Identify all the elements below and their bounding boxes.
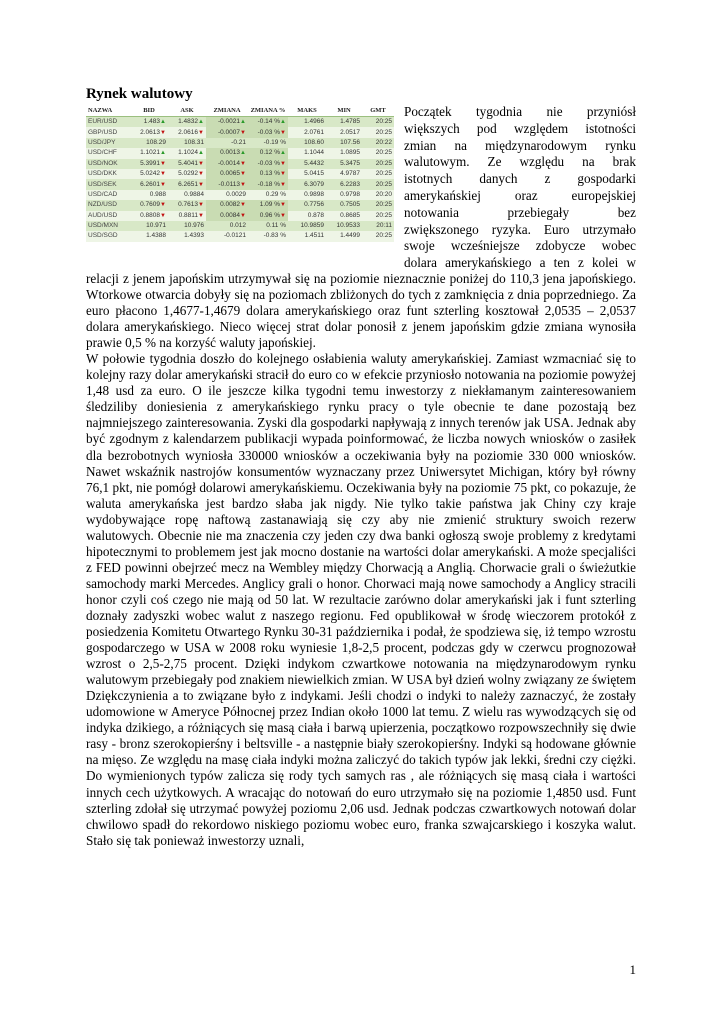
table-row: [86, 159, 394, 169]
gmt-time-cell: [362, 169, 394, 179]
change-percent-cell: [248, 127, 288, 137]
column-header: ZMIANA %: [248, 106, 288, 117]
change-percent: 0.29 %: [265, 190, 286, 198]
change-percent-cell: [248, 200, 288, 210]
max-value: 5.4432: [304, 159, 324, 167]
gmt-time: 20:25: [375, 128, 392, 136]
arrow-up-icon: ▲: [198, 119, 204, 126]
intro-line: zmian na międzynarodowym rynku: [404, 137, 636, 153]
max-value-cell: [288, 231, 326, 241]
currency-pair-cell: [86, 169, 130, 179]
change-value-cell: [206, 211, 248, 221]
ask-value-cell: [168, 117, 206, 128]
column-header: MIN: [326, 106, 362, 117]
arrow-down-icon: ▼: [240, 171, 246, 178]
min-value-cell: [326, 200, 362, 210]
gmt-time: 20:25: [375, 201, 392, 209]
min-value-cell: [326, 169, 362, 179]
intro-line: Początek tygodnia nie przyniósł: [404, 104, 636, 119]
arrow-down-icon: ▼: [280, 181, 286, 188]
change-value: -0.0007: [217, 128, 240, 136]
gmt-time: 20:25: [375, 180, 392, 188]
intro-line: walutowym. Ze względu na brak: [404, 154, 636, 170]
max-value: 108.60: [304, 138, 324, 146]
bid-value: 0.7609: [140, 201, 160, 209]
min-value-cell: [326, 117, 362, 128]
ask-value-cell: [168, 200, 206, 210]
change-value-cell: [206, 221, 248, 231]
bid-value-cell: [130, 221, 168, 231]
min-value-cell: [326, 148, 362, 158]
max-value: 5.0415: [304, 170, 324, 178]
currency-pair-cell: [86, 211, 130, 221]
max-value-cell: [288, 159, 326, 169]
arrow-down-icon: ▼: [160, 129, 166, 136]
arrow-down-icon: ▼: [198, 129, 204, 136]
gmt-time: 20:25: [375, 149, 392, 157]
min-value: 1.4785: [340, 118, 360, 126]
table-row: [86, 138, 394, 148]
column-header: NAZWA: [86, 106, 130, 117]
table-row: [86, 127, 394, 137]
currency-pair-cell: [86, 117, 130, 128]
change-value: -0.21: [231, 138, 246, 146]
paragraph: W połowie tygodnia doszło do kolejnego osłabienia waluty amerykańskiej. Zamiast wzmacniać się to kolejny razy dolar amerykański stracił do euro co w efekcie przyniosło notowania na poziomie powyżej 1,48 usd za euro. O ile jeszcze kilka tygodni temu inwestorzy z niekłamanym zainteresowaniem śledziliby doniesienia z amerykańskiego rynku pracy o tyle obecnie te dane pozostają bez najmniejszego zainteresowania. Zyski dla gospodarki napływają z innych terenów jak USA. Jednak aby być zgodnym z kalendarzem publikacji wypada poinformować, że liczba nowych wniosków o zasiłek dla bezrobotnych wyniosła 330000 wniosków a oczekiwania były na poziomie 330 000 wniosków. Nawet wskaźnik nastrojów konsumentów wyznaczany przez Uniwersytet Michigan, który był równy 76,1 pkt, nie pomógł dolarowi amerykańskiemu. Oczekiwania były na poziomie 75 pkt, co pokazuje, że waluta amerykańska jest bardzo słaba jak nigdy. Nie tylko takie państwa jak Chiny czy kraje wydobywające ropę naftową zastanawiają się czy aby nie zmienić struktury swoich rezerw walutowych. Obecnie nie ma znaczenia czy jeden czy dwa banki ogłoszą swoje problemy z kredytami hipotecznymi to problemem jest jak mocno dostanie na wartości dolar amerykański. A może specjaliści z FED powinni obejrzeć mecz na Wembley między Chorwacją a Anglią. Chorwacie grali o świeżutkie samochody marki Mercedes. Anglicy grali o honor. Chorwaci mają nowe samochody a Anglicy stracili honor czyli coś czego nie mają od 50 lat. W rezultacie zarówno dolar amerykański jak i funt szterling doznały zadyszki wobec walut z naszego regionu. Fed opublikował w środę wieczorem protokół z posiedzenia Komitetu Otwartego Rynku 30-31 października i podał, że spodziewa się, iż tempo wzrostu gospodarczego w USA w 2008 roku wyniesie 1,8-2,5 procent, podczas gdy w czerwcu prognozował wzrost o 2,5-2,75 procent. Dzięki indykom czwartkowe notowania na międzynarodowym rynku walutowym przebiegały pod znakiem niewielkich zmian. W USA był dzień wolny związany ze świętem Dziękczynienia a to związane było z indykami. Jeśli chodzi o indyki to należy zaznaczyć, że zostały udomowione w Ameryce Północnej przez Indian około 1000 lat temu. Z wielu ras wywodzących się od indyka dzikiego, a różniących się masą ciała i barwą upierzenia, początkowo rozpowszechniły się dwie rasy - bronz szerokopierśny i beltsville - a następnie biały szerokopierśny. Indyki są hodowane głównie na mięso. Ze względu na masę ciała indyki można zaliczyć do takich typów jak lekki, średni czy ciężki. Do wymienionych typów zalicza się rody tych samych ras , ale różniących się masą ciała i wartości innych cech użytkowych. A wracając do notowań do euro utrzymało się na poziomie 1,4850 usd. Funt szterling zdołał się utrzymać powyżej poziomu 2,06 usd. Jednak podczas czwartkowych notowań dolar chwilowo spadł do rekordowo niskiego poziomu wobec euro, franka szwajcarskiego i koszyka walut. Stało się tak ponieważ inwestorzy uznali,: [86, 351, 636, 848]
arrow-down-icon: ▼: [280, 171, 286, 178]
max-value: 0.7756: [304, 201, 324, 209]
table-row: [86, 231, 394, 241]
bid-value-cell: [130, 231, 168, 241]
arrow-down-icon: ▼: [198, 160, 204, 167]
bid-value-cell: [130, 127, 168, 137]
change-percent-cell: [248, 138, 288, 148]
max-value: 1.1044: [304, 149, 324, 157]
min-value: 0.9798: [340, 190, 360, 198]
bid-value: 2.0613: [140, 128, 160, 136]
currency-pair: USD/MXN: [88, 222, 118, 230]
change-value-cell: [206, 190, 248, 200]
intro-line: dolara amerykańskiego a ten z kolei w: [404, 255, 636, 271]
change-value-cell: [206, 159, 248, 169]
max-value-cell: [288, 127, 326, 137]
min-value-cell: [326, 221, 362, 231]
currency-pair-cell: [86, 190, 130, 200]
change-value-cell: [206, 148, 248, 158]
change-value-cell: [206, 169, 248, 179]
change-percent: 0.96 %: [259, 211, 280, 219]
change-value: -0.0021: [217, 118, 240, 126]
ask-value: 10.976: [184, 222, 204, 230]
gmt-time-cell: [362, 127, 394, 137]
bid-value-cell: [130, 200, 168, 210]
table-body: [86, 117, 394, 242]
currency-pair-cell: [86, 148, 130, 158]
table-row: [86, 221, 394, 231]
change-percent-cell: [248, 231, 288, 241]
ask-value: 0.9884: [184, 190, 204, 198]
ask-value: 0.7613: [178, 201, 198, 209]
ask-value-cell: [168, 179, 206, 189]
bid-value-cell: [130, 138, 168, 148]
gmt-time-cell: [362, 148, 394, 158]
max-value: 1.4511: [304, 232, 324, 240]
ask-value: 6.2651: [178, 180, 198, 188]
change-percent-cell: [248, 169, 288, 179]
column-header: GMT: [362, 106, 394, 117]
table-row: [86, 190, 394, 200]
arrow-down-icon: ▼: [198, 202, 204, 209]
ask-value: 108.31: [184, 138, 204, 146]
max-value-cell: [288, 211, 326, 221]
gmt-time: 20:11: [376, 222, 392, 230]
change-percent-cell: [248, 159, 288, 169]
change-percent: 1.09 %: [259, 201, 280, 209]
ask-value-cell: [168, 169, 206, 179]
change-percent: -0.03 %: [257, 128, 280, 136]
bid-value: 0.8808: [140, 211, 160, 219]
change-value-cell: [206, 127, 248, 137]
bid-value-cell: [130, 148, 168, 158]
gmt-time-cell: [362, 200, 394, 210]
min-value: 1.4499: [340, 232, 360, 240]
arrow-up-icon: ▲: [280, 150, 286, 157]
bid-value-cell: [130, 179, 168, 189]
arrow-down-icon: ▼: [198, 212, 204, 219]
gmt-time: 20:20: [375, 190, 392, 198]
min-value-cell: [326, 159, 362, 169]
intro-line: swoje wcześniejsze zdobycze wobec: [404, 238, 636, 254]
table-row: [86, 169, 394, 179]
arrow-up-icon: ▲: [160, 119, 166, 126]
bid-value-cell: [130, 211, 168, 221]
max-value-cell: [288, 179, 326, 189]
gmt-time: 20:25: [375, 211, 392, 219]
table-row: [86, 179, 394, 189]
change-value-cell: [206, 231, 248, 241]
ask-value-cell: [168, 231, 206, 241]
max-value-cell: [288, 117, 326, 128]
min-value-cell: [326, 138, 362, 148]
bid-value-cell: [130, 117, 168, 128]
change-percent: 0.11 %: [266, 222, 286, 230]
min-value: 6.2283: [340, 180, 360, 188]
change-percent: 0.13 %: [259, 170, 280, 178]
bid-value-cell: [130, 159, 168, 169]
change-value: 0.0084: [220, 211, 240, 219]
max-value-cell: [288, 221, 326, 231]
change-value: -0.0014: [217, 159, 240, 167]
gmt-time: 20:25: [375, 118, 392, 126]
arrow-up-icon: ▲: [198, 150, 204, 157]
currency-pair: GBP/USD: [88, 128, 118, 136]
change-value-cell: [206, 138, 248, 148]
arrow-up-icon: ▲: [240, 119, 246, 126]
column-header: ASK: [168, 106, 206, 117]
max-value: 2.0761: [304, 128, 324, 136]
min-value-cell: [326, 127, 362, 137]
max-value-cell: [288, 190, 326, 200]
arrow-down-icon: ▼: [240, 202, 246, 209]
arrow-down-icon: ▼: [198, 181, 204, 188]
intro-line: amerykańskiej oraz europejskiej: [404, 187, 636, 203]
max-value: 0.878: [307, 211, 324, 219]
gmt-time-cell: [362, 190, 394, 200]
arrow-up-icon: ▲: [280, 119, 286, 126]
currency-pair: USD/NOK: [88, 159, 118, 167]
currency-pair-cell: [86, 127, 130, 137]
bid-value-cell: [130, 190, 168, 200]
max-value: 1.4966: [304, 118, 324, 126]
currency-pair: USD/SEK: [88, 180, 117, 188]
max-value: 0.9898: [304, 190, 324, 198]
gmt-time: 20:25: [375, 159, 392, 167]
bid-value: 1.1021: [140, 149, 160, 157]
table-row: [86, 117, 394, 128]
column-header: BID: [130, 106, 168, 117]
table-row: [86, 211, 394, 221]
intro-text: [404, 104, 636, 272]
currency-pair: AUD/USD: [88, 211, 118, 219]
min-value: 1.0895: [340, 149, 360, 157]
ask-value-cell: [168, 159, 206, 169]
min-value: 10.9533: [336, 222, 360, 230]
change-percent: 0.12 %: [259, 149, 280, 157]
min-value: 107.56: [340, 138, 360, 146]
currency-pair: EUR/USD: [88, 118, 118, 126]
currency-pair: USD/JPY: [88, 138, 116, 146]
ask-value-cell: [168, 148, 206, 158]
arrow-down-icon: ▼: [240, 181, 246, 188]
change-percent: -0.18 %: [257, 180, 280, 188]
min-value-cell: [326, 231, 362, 241]
currency-pair: NZD/USD: [88, 201, 117, 209]
arrow-up-icon: ▲: [240, 150, 246, 157]
change-percent-cell: [248, 179, 288, 189]
intro-line: zwiększonego ryzyka. Euro utrzymało: [404, 221, 636, 237]
intro-line: notowania przebiegały bez: [404, 204, 636, 220]
arrow-down-icon: ▼: [198, 171, 204, 178]
intro-line: większych pod względem istotności: [404, 120, 636, 136]
gmt-time-cell: [362, 138, 394, 148]
bid-value: 5.0242: [140, 170, 160, 178]
gmt-time-cell: [362, 221, 394, 231]
min-value: 2.0517: [340, 128, 360, 136]
ask-value: 5.4041: [178, 159, 198, 167]
ask-value: 1.4393: [184, 232, 204, 240]
arrow-down-icon: ▼: [160, 202, 166, 209]
gmt-time-cell: [362, 179, 394, 189]
min-value: 4.9787: [340, 170, 360, 178]
arrow-down-icon: ▼: [240, 129, 246, 136]
min-value-cell: [326, 211, 362, 221]
ask-value: 1.4832: [178, 118, 198, 126]
table-header-row: [86, 106, 394, 117]
min-value-cell: [326, 190, 362, 200]
gmt-time: 20:25: [375, 232, 392, 240]
arrow-down-icon: ▼: [160, 212, 166, 219]
currency-pair-cell: [86, 159, 130, 169]
bid-value: 6.2601: [140, 180, 160, 188]
change-percent: -0.03 %: [257, 159, 280, 167]
change-value-cell: [206, 200, 248, 210]
bid-value-cell: [130, 169, 168, 179]
article-title: Rynek walutowy: [86, 86, 193, 102]
max-value-cell: [288, 200, 326, 210]
max-value: 6.3079: [304, 180, 324, 188]
arrow-down-icon: ▼: [280, 202, 286, 209]
arrow-down-icon: ▼: [160, 181, 166, 188]
currency-pair: USD/DKK: [88, 170, 117, 178]
bid-value: 5.3991: [140, 159, 160, 167]
column-header: MAKS: [288, 106, 326, 117]
min-value-cell: [326, 179, 362, 189]
max-value-cell: [288, 138, 326, 148]
bid-value: 10.971: [146, 222, 166, 230]
ask-value-cell: [168, 221, 206, 231]
ask-value-cell: [168, 138, 206, 148]
change-percent-cell: [248, 148, 288, 158]
arrow-down-icon: ▼: [240, 212, 246, 219]
column-header: ZMIANA: [206, 106, 248, 117]
change-value-cell: [206, 117, 248, 128]
min-value: 0.8685: [340, 211, 360, 219]
currency-pair-cell: [86, 200, 130, 210]
ask-value: 0.8811: [178, 211, 198, 219]
gmt-time-cell: [362, 211, 394, 221]
change-value-cell: [206, 179, 248, 189]
max-value-cell: [288, 148, 326, 158]
ask-value: 5.0292: [178, 170, 198, 178]
gmt-time: 20:22: [375, 138, 392, 146]
currency-pair-cell: [86, 179, 130, 189]
currency-pair: USD/CHF: [88, 149, 117, 157]
page-number: 1: [629, 962, 636, 977]
table-row: [86, 200, 394, 210]
bid-value: 1.4388: [146, 232, 166, 240]
change-value: 0.012: [229, 222, 246, 230]
max-value-cell: [288, 169, 326, 179]
change-value: -0.0121: [223, 232, 246, 240]
change-percent: -0.83 %: [263, 232, 286, 240]
currency-pair-cell: [86, 231, 130, 241]
change-percent: -0.14 %: [257, 118, 280, 126]
arrow-down-icon: ▼: [160, 160, 166, 167]
currency-pair-cell: [86, 221, 130, 231]
bid-value: 108.29: [146, 138, 166, 146]
min-value: 0.7505: [340, 201, 360, 209]
arrow-down-icon: ▼: [280, 212, 286, 219]
min-value: 5.3475: [340, 159, 360, 167]
currency-pair: USD/CAD: [88, 190, 118, 198]
gmt-time-cell: [362, 117, 394, 128]
table-row: [86, 148, 394, 158]
arrow-down-icon: ▼: [280, 160, 286, 167]
change-value: 0.0065: [220, 170, 240, 178]
gmt-time-cell: [362, 159, 394, 169]
bid-value: 0.988: [149, 190, 166, 198]
change-percent-cell: [248, 190, 288, 200]
ask-value: 1.1024: [178, 149, 198, 157]
intro-line: istotnych danych z gospodarki: [404, 171, 636, 187]
change-percent-cell: [248, 211, 288, 221]
article-body: [86, 271, 636, 849]
gmt-time: 20:25: [375, 170, 392, 178]
change-percent-cell: [248, 117, 288, 128]
currency-pair-cell: [86, 138, 130, 148]
change-value: 0.0013: [220, 149, 240, 157]
max-value: 10.9859: [300, 222, 324, 230]
gmt-time-cell: [362, 231, 394, 241]
change-percent-cell: [248, 221, 288, 231]
change-value: 0.0082: [220, 201, 240, 209]
change-percent: -0.19 %: [263, 138, 286, 146]
ask-value-cell: [168, 190, 206, 200]
arrow-down-icon: ▼: [240, 160, 246, 167]
ask-value-cell: [168, 211, 206, 221]
ask-value-cell: [168, 127, 206, 137]
currency-quotes-table: [86, 106, 394, 242]
change-value: 0.0029: [226, 190, 246, 198]
arrow-down-icon: ▼: [280, 129, 286, 136]
change-value: -0.0113: [218, 180, 240, 188]
arrow-down-icon: ▼: [160, 171, 166, 178]
arrow-up-icon: ▲: [160, 150, 166, 157]
currency-pair: USD/SGD: [88, 232, 118, 240]
paragraph: relacji z jenem japońskim utrzymywał się na poziomie nieznacznie poniżej do 110,3 jena japońskiego. Wtorkowe otwarcia dobyły się na poziomach zbliżonych do tych z zamknięcia z dnia poprzedniego. Za euro płacono 1,4677-1,4679 dolara amerykańskiego oraz funt szterling kosztował 2,0535 – 2,0537 dolara amerykańskiego. Nieco więcej strat dolar ponosił z jenem japońskim gdzie zmiana wynosiła prawie 0,5 % na korzyść waluty japońskiej.: [86, 271, 636, 351]
ask-value: 2.0616: [178, 128, 198, 136]
bid-value: 1.483: [143, 118, 160, 126]
